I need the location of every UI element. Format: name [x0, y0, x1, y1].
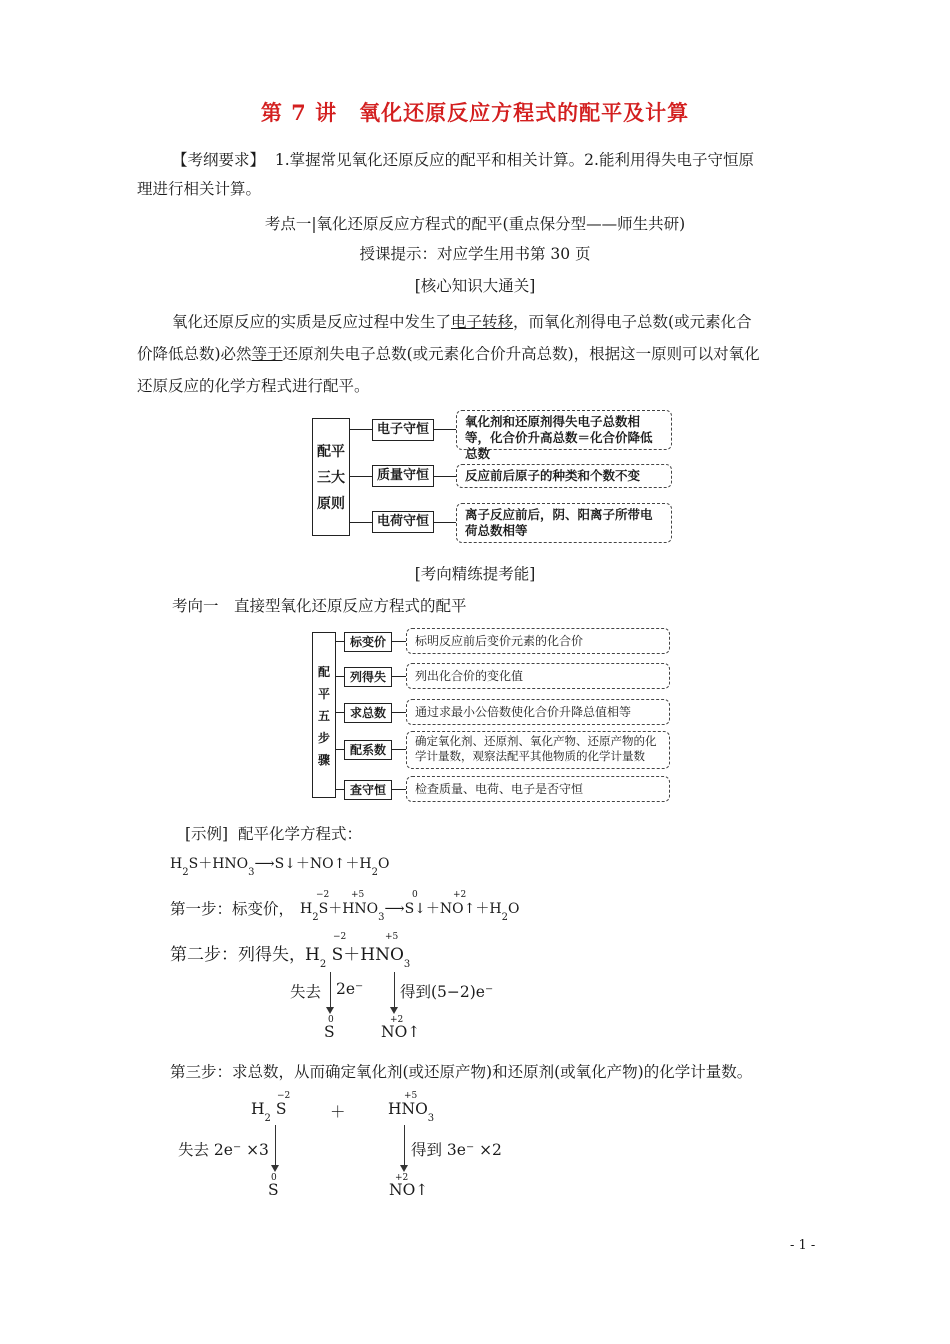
- eq-hno: HNO: [212, 856, 249, 872]
- principle-description: 离子反应前后，阴、阳离子所带电荷总数相等: [456, 503, 672, 543]
- product-no: NO↑: [381, 1023, 421, 1041]
- eq-plus: ＋: [328, 901, 343, 917]
- eq-s: S: [331, 945, 344, 965]
- ox-state-s: −2: [277, 1091, 291, 1101]
- principle-label: 质量守恒: [372, 465, 434, 487]
- underlined-term: 等于: [251, 345, 283, 363]
- connector: [392, 789, 406, 790]
- connector: [336, 749, 344, 750]
- down-arrow-icon: [404, 1125, 405, 1170]
- eq-hno: HNO: [388, 1100, 428, 1118]
- eq-subscript: 3: [248, 867, 255, 878]
- eq-h: H: [359, 856, 372, 872]
- eq-s: S: [188, 856, 199, 872]
- eq-arrow: ⟶: [384, 901, 405, 917]
- eq-subscript: 2: [312, 912, 319, 923]
- page-title: 第 7 讲 氧化还原反应方程式的配平及计算: [260, 100, 690, 125]
- step-description: 确定氧化剂、还原剂、氧化产物、还原产物的化学计量数，观察法配平其他物质的化学计量数: [406, 731, 670, 769]
- eq-plus: ＋: [475, 901, 490, 917]
- down-arrow-icon: [330, 972, 331, 1012]
- example-line: [185, 822, 362, 844]
- para-text: 氧化还原反应的实质是反应过程中发生了: [172, 313, 452, 331]
- product-s: S: [268, 1181, 279, 1199]
- step1-label: 第一步：标变价，: [170, 900, 295, 918]
- main-label: 步: [317, 731, 330, 745]
- lose-total: 失去 2e⁻ ×3: [178, 1141, 269, 1159]
- connector: [350, 476, 372, 477]
- eq-plus: ＋: [343, 945, 361, 965]
- eq-subscript: 2: [501, 912, 508, 923]
- ox-state-s: −2: [316, 890, 330, 900]
- eq-plus: ＋: [295, 856, 310, 872]
- lesson-hint: 授课提示：对应学生用书第 30 页: [359, 245, 591, 263]
- ox-state-n: +5: [404, 1091, 418, 1101]
- eq-no-gas: NO↑: [439, 901, 476, 917]
- eq-no-gas: NO↑: [309, 856, 346, 872]
- ox-state-s-product: 0: [412, 890, 418, 900]
- eq-arrow: ⟶: [254, 856, 275, 872]
- ox-state-s-product: 0: [271, 1173, 277, 1183]
- lose-value: 2e⁻: [336, 980, 364, 998]
- direction-heading: 考向一 直接型氧化还原反应方程式的配平: [172, 597, 467, 615]
- gain-label: 得到(5−2)e⁻: [400, 983, 494, 1001]
- product-no: NO↑: [389, 1181, 429, 1199]
- eq-subscript: 3: [427, 1113, 435, 1124]
- example-tag: [示例]: [185, 825, 229, 843]
- step-label: 求总数: [344, 703, 392, 723]
- connector: [336, 676, 344, 677]
- eq-plus: ＋: [345, 856, 360, 872]
- steps-main-box: [312, 632, 336, 798]
- page-number: - 1 -: [790, 1238, 816, 1253]
- eq-h: H: [305, 945, 320, 965]
- connector: [350, 522, 372, 523]
- eq-plus: ＋: [425, 901, 440, 917]
- connector: [434, 522, 456, 523]
- step-description: 列出化合价的变化值: [406, 663, 670, 689]
- step-description: 检查质量、电荷、电子是否守恒: [406, 776, 670, 802]
- principle-description: 反应前后原子的种类和个数不变: [456, 464, 672, 488]
- step-label: 列得失: [344, 667, 392, 687]
- main-label: 原则: [317, 496, 345, 512]
- eq-o: O: [507, 901, 520, 917]
- connector: [434, 476, 456, 477]
- principle-label: 电荷守恒: [372, 511, 434, 533]
- step2-equation: [305, 940, 410, 970]
- step-label: 配系数: [344, 740, 392, 760]
- eq-hno: HNO: [342, 901, 379, 917]
- main-label: 五: [317, 709, 330, 723]
- gain-total: 得到 3e⁻ ×2: [411, 1141, 502, 1159]
- eq-h: H: [251, 1100, 265, 1118]
- eq-subscript: 2: [182, 867, 189, 878]
- main-label: 骤: [317, 753, 330, 767]
- eq-h: H: [489, 901, 502, 917]
- eq-hno: HNO: [360, 945, 404, 965]
- connector: [336, 712, 344, 713]
- connector: [434, 429, 456, 430]
- eq-s: S: [318, 901, 329, 917]
- eq-s-precipitate: S↓: [404, 901, 426, 917]
- para-line2: [137, 342, 760, 364]
- example-equation: [170, 853, 389, 878]
- core-knowledge-heading: [核心知识大通关]: [414, 277, 536, 295]
- requirements-line1: [172, 148, 754, 170]
- para-text: 还原剂失电子总数(或元素化合价升高总数)，根据这一原则可以对氧化: [282, 345, 760, 363]
- down-arrow-icon: [275, 1125, 276, 1170]
- ox-state-n-product: +2: [395, 1173, 409, 1183]
- down-arrow-icon: [394, 972, 395, 1012]
- step-label: 查守恒: [344, 780, 392, 800]
- step-description: 标明反应前后变价元素的化合价: [406, 628, 670, 654]
- practice-heading: [考向精练提考能]: [414, 565, 536, 583]
- requirements-line2: 理进行相关计算。: [137, 180, 262, 198]
- principles-main-box: [312, 418, 350, 536]
- para-line3: 还原反应的化学方程式进行配平。: [137, 377, 370, 395]
- lose-label: 失去: [290, 983, 322, 1001]
- ox-state-n: +5: [351, 890, 365, 900]
- eq-s-precipitate: S↓: [274, 856, 296, 872]
- step1-equation: [300, 898, 519, 923]
- connector: [392, 712, 406, 713]
- para-text: 价降低总数)必然: [137, 345, 252, 363]
- main-label: 三大: [317, 470, 345, 486]
- requirements-text-1: 1.掌握常见氧化还原反应的配平和相关计算。2.能利用得失电子守恒原: [274, 151, 754, 169]
- ox-state-s: −2: [333, 932, 347, 942]
- step-label: 标变价: [344, 632, 392, 652]
- step2-label: 第二步：列得失，: [170, 945, 306, 965]
- eq-subscript: 3: [403, 959, 411, 970]
- para-line1: [172, 310, 752, 332]
- eq-subscript: 2: [264, 1113, 271, 1124]
- eq-o: O: [377, 856, 390, 872]
- principle-description: 氧化剂和还原剂得失电子总数相等，化合价升高总数＝化合价降低总数: [456, 410, 672, 450]
- underlined-term: 电子转移: [451, 313, 514, 331]
- step3-plus: ＋: [330, 1103, 346, 1121]
- ox-state-n: +5: [385, 932, 399, 942]
- principle-label: 电子守恒: [372, 419, 434, 441]
- connector: [392, 749, 406, 750]
- main-label: 配平: [317, 444, 345, 460]
- ox-state-s-product: 0: [328, 1015, 334, 1025]
- connector: [392, 676, 406, 677]
- eq-plus: ＋: [198, 856, 213, 872]
- ox-state-n-product: +2: [453, 890, 467, 900]
- step3-hno3: [388, 1100, 434, 1124]
- eq-s: S: [275, 1100, 287, 1118]
- connector: [336, 789, 344, 790]
- ox-state-n-product: +2: [390, 1015, 404, 1025]
- eq-h: H: [170, 856, 183, 872]
- connector: [392, 641, 406, 642]
- connector: [350, 429, 372, 430]
- eq-subscript: 3: [378, 912, 385, 923]
- main-label: 平: [317, 687, 330, 701]
- section-heading: 考点一|氧化还原反应方程式的配平(重点保分型——师生共研): [264, 215, 686, 233]
- product-s: S: [324, 1023, 335, 1041]
- step3-text: 第三步：求总数，从而确定氧化剂(或还原产物)和还原剂(或氧化产物)的化学计量数。: [170, 1063, 753, 1081]
- step-description: 通过求最小公倍数使化合价升降总值相等: [406, 699, 670, 725]
- eq-h: H: [300, 901, 313, 917]
- eq-subscript: 2: [319, 959, 327, 970]
- requirements-tag: 【考纲要求】: [172, 151, 266, 169]
- step3-h2s: [251, 1100, 286, 1124]
- para-text: ，而氧化剂得电子总数(或元素化合: [513, 313, 752, 331]
- main-label: 配: [317, 665, 330, 679]
- connector: [336, 641, 344, 642]
- example-text: 配平化学方程式：: [237, 825, 362, 843]
- eq-subscript: 2: [371, 867, 378, 878]
